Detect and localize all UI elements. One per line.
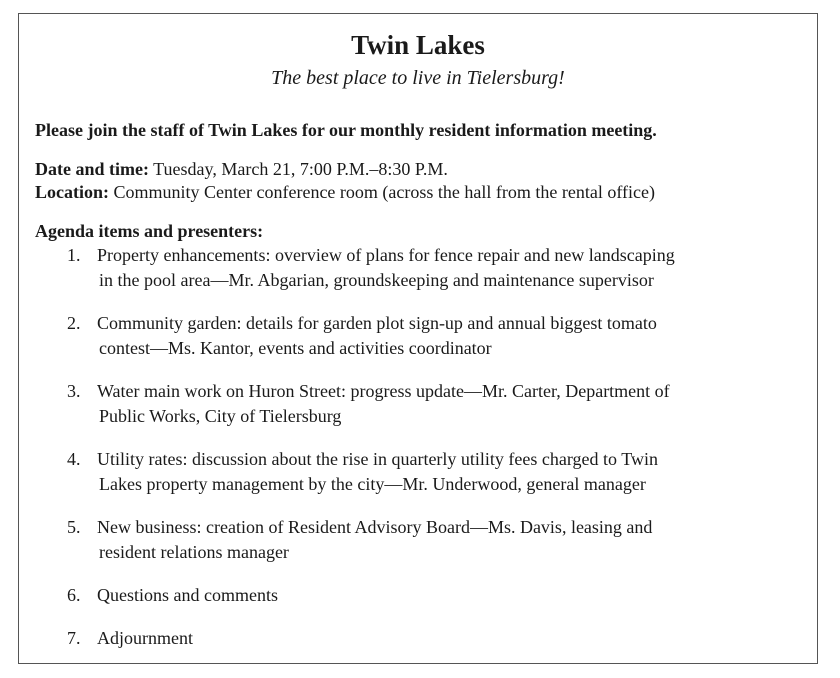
agenda-item-text-continued: Lakes property management by the city—Mr. Underwood, general manager — [99, 474, 646, 494]
agenda-item-number: 2. — [67, 313, 81, 333]
agenda-item-text: Questions and comments — [97, 585, 278, 605]
agenda-item-text: Property enhancements: overview of plans for fence repair and new landscaping — [97, 245, 675, 265]
agenda-item-text-continued: in the pool area—Mr. Abgarian, groundskeeping and maintenance supervisor — [99, 270, 654, 290]
location-line — [35, 181, 655, 203]
agenda-list — [35, 243, 805, 651]
agenda-item — [35, 311, 805, 361]
notice-frame — [18, 13, 818, 664]
agenda-item-number: 3. — [67, 381, 81, 401]
agenda-item — [35, 447, 805, 497]
agenda-item — [35, 515, 805, 565]
agenda-item-text-continued: contest—Ms. Kantor, events and activities coordinator — [99, 338, 492, 358]
agenda-item-text: New business: creation of Resident Advisory Board—Ms. Davis, leasing and — [97, 517, 653, 537]
intro-text: Please join the staff of Twin Lakes for our monthly resident information meeting. — [35, 120, 657, 140]
location-value: Community Center conference room (across the hall from the rental office) — [109, 182, 655, 202]
agenda-item — [35, 379, 805, 429]
notice-title: Twin Lakes — [351, 30, 485, 60]
agenda-item-text: Community garden: details for garden plot sign-up and annual biggest tomato — [97, 313, 657, 333]
agenda-item-number: 6. — [67, 585, 81, 605]
agenda-item-text-continued: Public Works, City of Tielersburg — [99, 406, 342, 426]
location-label: Location: — [35, 182, 109, 202]
agenda-item-text-continued: resident relations manager — [99, 542, 289, 562]
agenda-item-text: Utility rates: discussion about the rise in quarterly utility fees charged to Twin — [97, 449, 658, 469]
date-time-line — [35, 158, 448, 180]
agenda-item-text: Water main work on Huron Street: progress update—Mr. Carter, Department of — [97, 381, 670, 401]
agenda-item — [35, 583, 805, 608]
agenda-item-number: 1. — [67, 245, 81, 265]
date-time-value: Tuesday, March 21, 7:00 P.M.–8:30 P.M. — [148, 159, 448, 179]
agenda-item — [35, 626, 805, 651]
notice-subtitle: The best place to live in Tielersburg! — [271, 67, 565, 89]
agenda-item-text: Adjournment — [97, 628, 193, 648]
agenda-item-number: 4. — [67, 449, 81, 469]
agenda-item-number: 5. — [67, 517, 81, 537]
agenda-item-number: 7. — [67, 628, 81, 648]
agenda-heading: Agenda items and presenters: — [35, 221, 264, 241]
agenda-item — [35, 243, 805, 293]
date-time-label: Date and time: — [35, 159, 149, 179]
